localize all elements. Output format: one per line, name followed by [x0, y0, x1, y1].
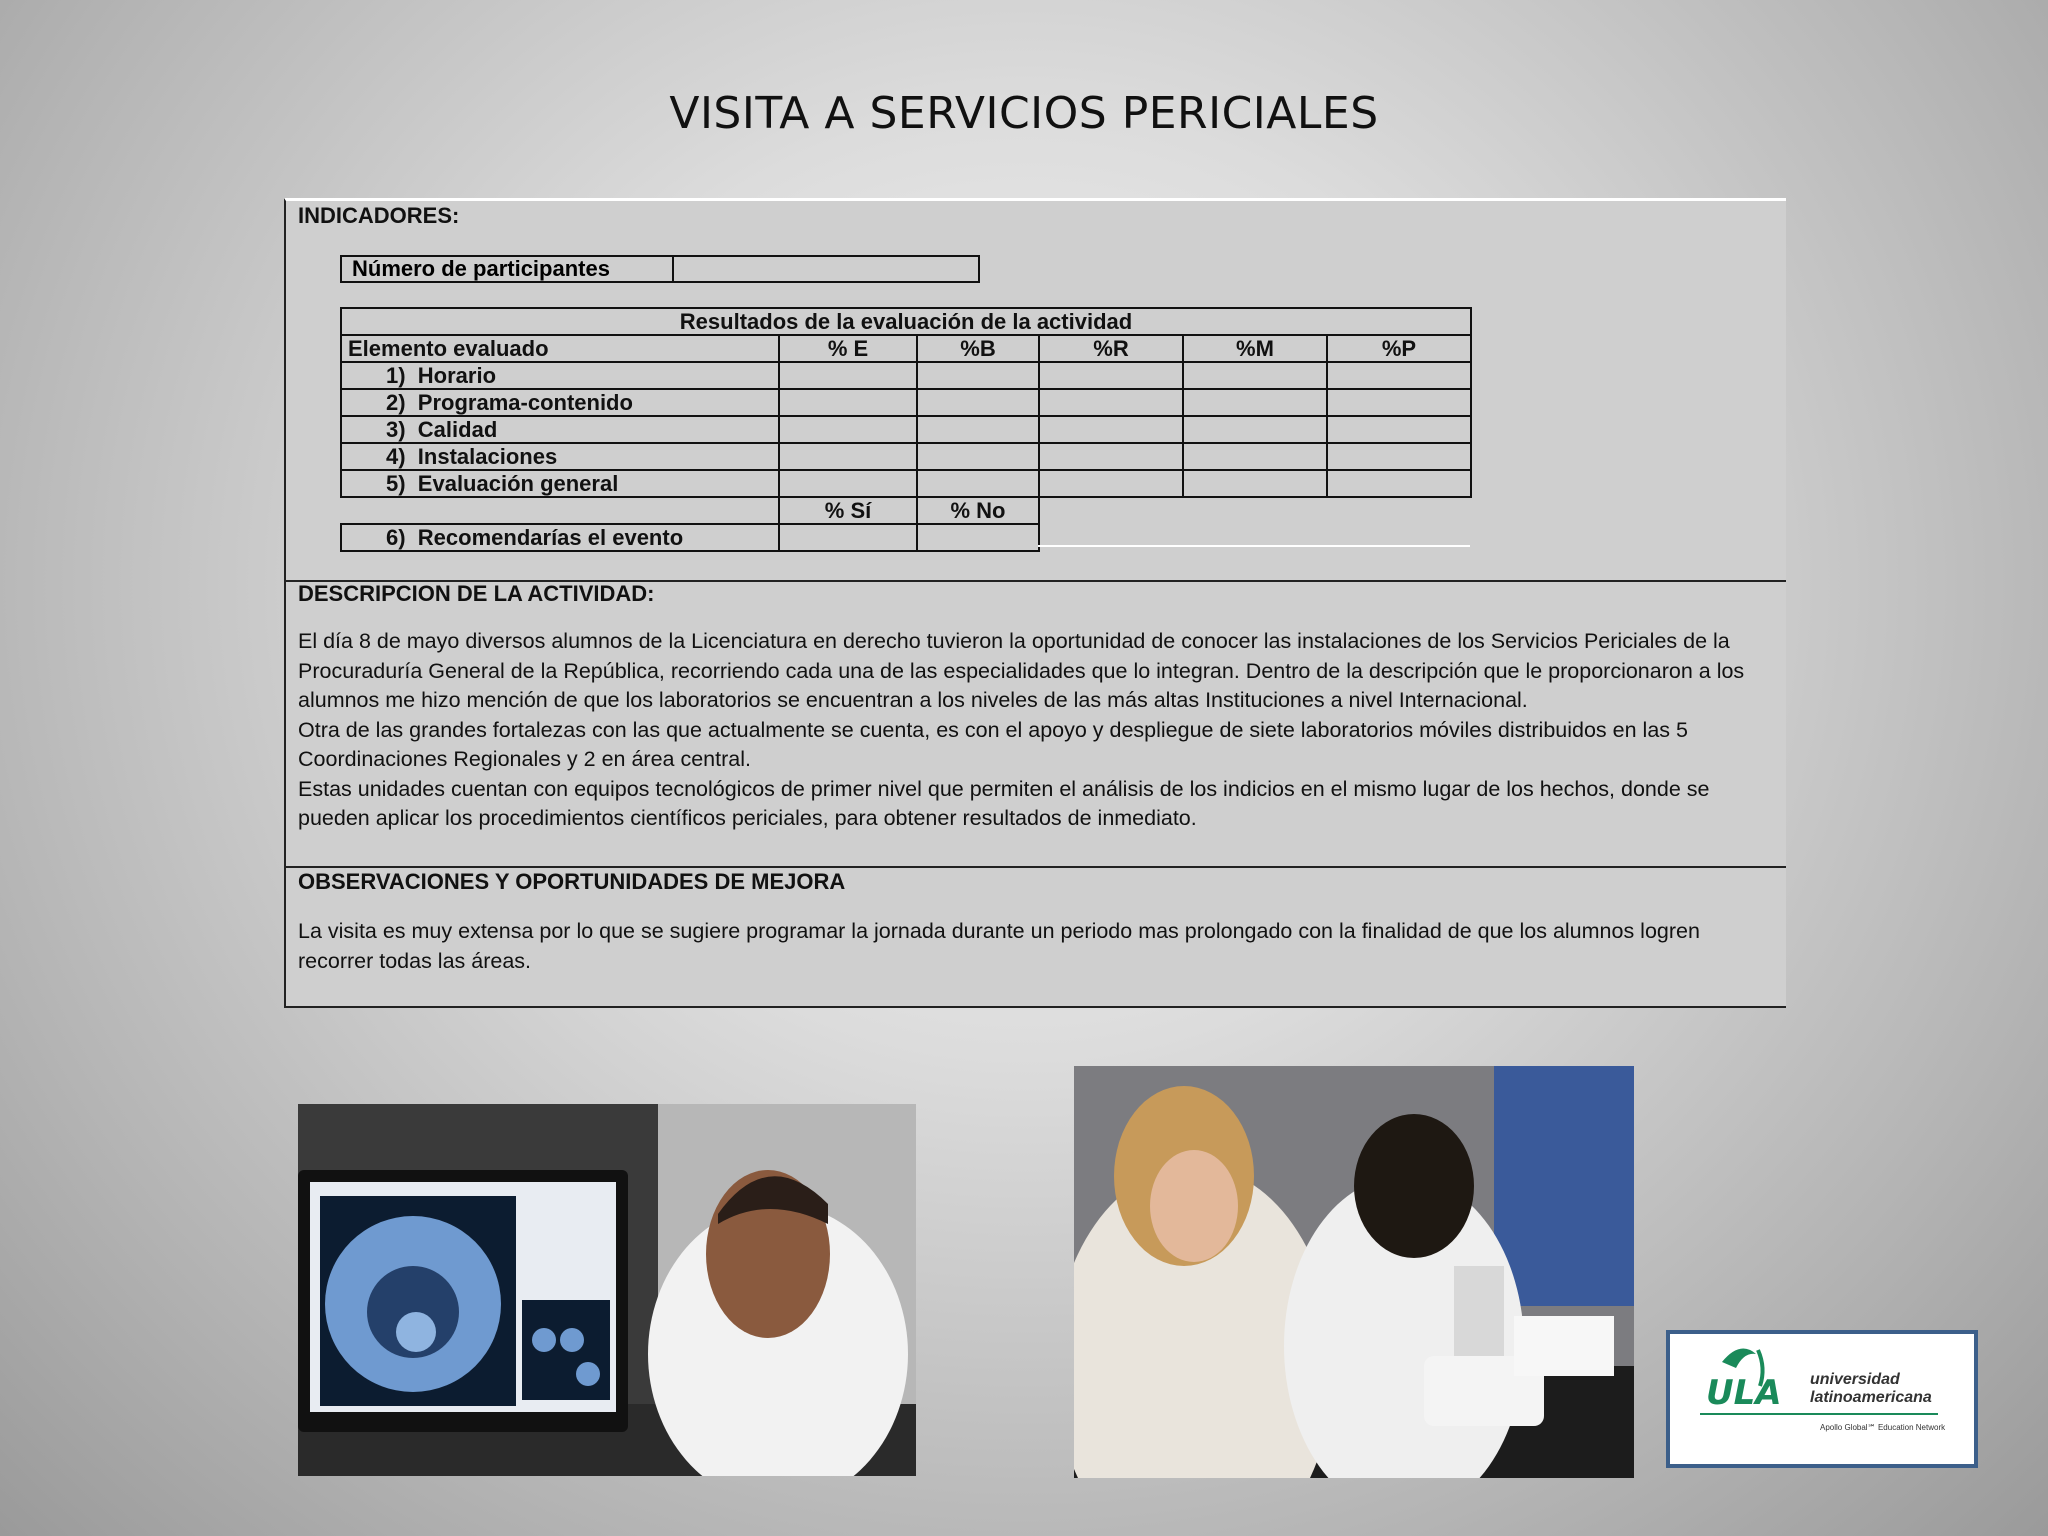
photo-students-microscope: [1074, 1066, 1634, 1478]
table-row: [341, 416, 1471, 443]
descripcion-heading: DESCRIPCION DE LA ACTIVIDAD:: [298, 581, 655, 606]
row-label: 3) Calidad: [341, 416, 779, 443]
paragraph: Otra de las grandes fortalezas con las que actualmente se cuenta, es con el apoyo y despliegue de siete laboratorios móviles distribuidos en las 5 Coordinaciones Regionales y 2 en área central.: [298, 717, 1688, 771]
column-header: %R: [1039, 335, 1183, 362]
photo-technician-monitor: [298, 1104, 916, 1476]
table-row: [341, 389, 1471, 416]
slide-title: VISITA A SERVICIOS PERICIALES: [669, 88, 1379, 139]
row-label: 6) Recomendarías el evento: [341, 524, 779, 551]
section-divider: [286, 866, 1786, 868]
observaciones-heading: OBSERVACIONES Y OPORTUNIDADES DE MEJORA: [298, 869, 846, 894]
evaluation-form: [284, 198, 1786, 1008]
table-row: [341, 362, 1471, 389]
column-header: %M: [1183, 335, 1327, 362]
evaluation-table: [340, 307, 1472, 552]
microscope-scene-image: [1074, 1066, 1634, 1478]
ula-logo-mark: [1670, 1334, 1974, 1464]
logo-line2: latinoamericana: [1810, 1389, 1932, 1406]
monitor-scene-image: [298, 1104, 916, 1476]
decorative-line: [1038, 545, 1470, 547]
table-row: [341, 470, 1471, 497]
table-title: Resultados de la evaluación de la actividad: [341, 308, 1471, 335]
ula-logo: [1666, 1330, 1978, 1468]
indicadores-heading: INDICADORES:: [298, 203, 460, 228]
participants-label: Número de participantes: [342, 257, 674, 281]
column-header: %P: [1327, 335, 1471, 362]
paragraph: Estas unidades cuentan con equipos tecnológicos de primer nivel que permiten el análisis de los indicios en el mismo lugar de los hechos, donde se pueden aplicar los procedimientos científicos periciales, para obtener resultados de inmediato.: [298, 776, 1710, 830]
observaciones-text: La visita es muy extensa por lo que se sugiere programar la jornada durante un periodo mas prolongado con la finalidad de que los alumnos logren recorrer todas las áreas.: [298, 919, 1700, 973]
row-label: 4) Instalaciones: [341, 443, 779, 470]
row-label: 1) Horario: [341, 362, 779, 389]
paragraph: El día 8 de mayo diversos alumnos de la Licenciatura en derecho tuvieron la oportunidad de conocer las instalaciones de los Servicios Periciales de la Procuraduría General de la República, recorriendo cada una de las especialidades que lo integran. Dentro de la descripción que le proporcionaron a los alumnos me hizo mención de que los laboratorios se encuentran a los niveles de las más altas Instituciones a nivel Internacional.: [298, 629, 1745, 712]
logo-tagline: Apollo Global℠ Education Network: [1820, 1423, 1946, 1432]
logo-mark-text: ULA: [1706, 1373, 1782, 1413]
yes-header: % Sí: [779, 497, 917, 524]
table-row: [341, 443, 1471, 470]
row-label: 2) Programa-contenido: [341, 389, 779, 416]
column-header: %B: [917, 335, 1039, 362]
column-header: % E: [779, 335, 917, 362]
table-title-row: [341, 308, 1471, 335]
logo-line1: universidad: [1810, 1371, 1900, 1388]
no-header: % No: [917, 497, 1039, 524]
descripcion-text: [298, 627, 1776, 834]
column-header: Elemento evaluado: [341, 335, 779, 362]
participants-box: [340, 255, 980, 283]
row-label: 5) Evaluación general: [341, 470, 779, 497]
yes-no-header-row: [341, 497, 1471, 524]
table-header-row: [341, 335, 1471, 362]
